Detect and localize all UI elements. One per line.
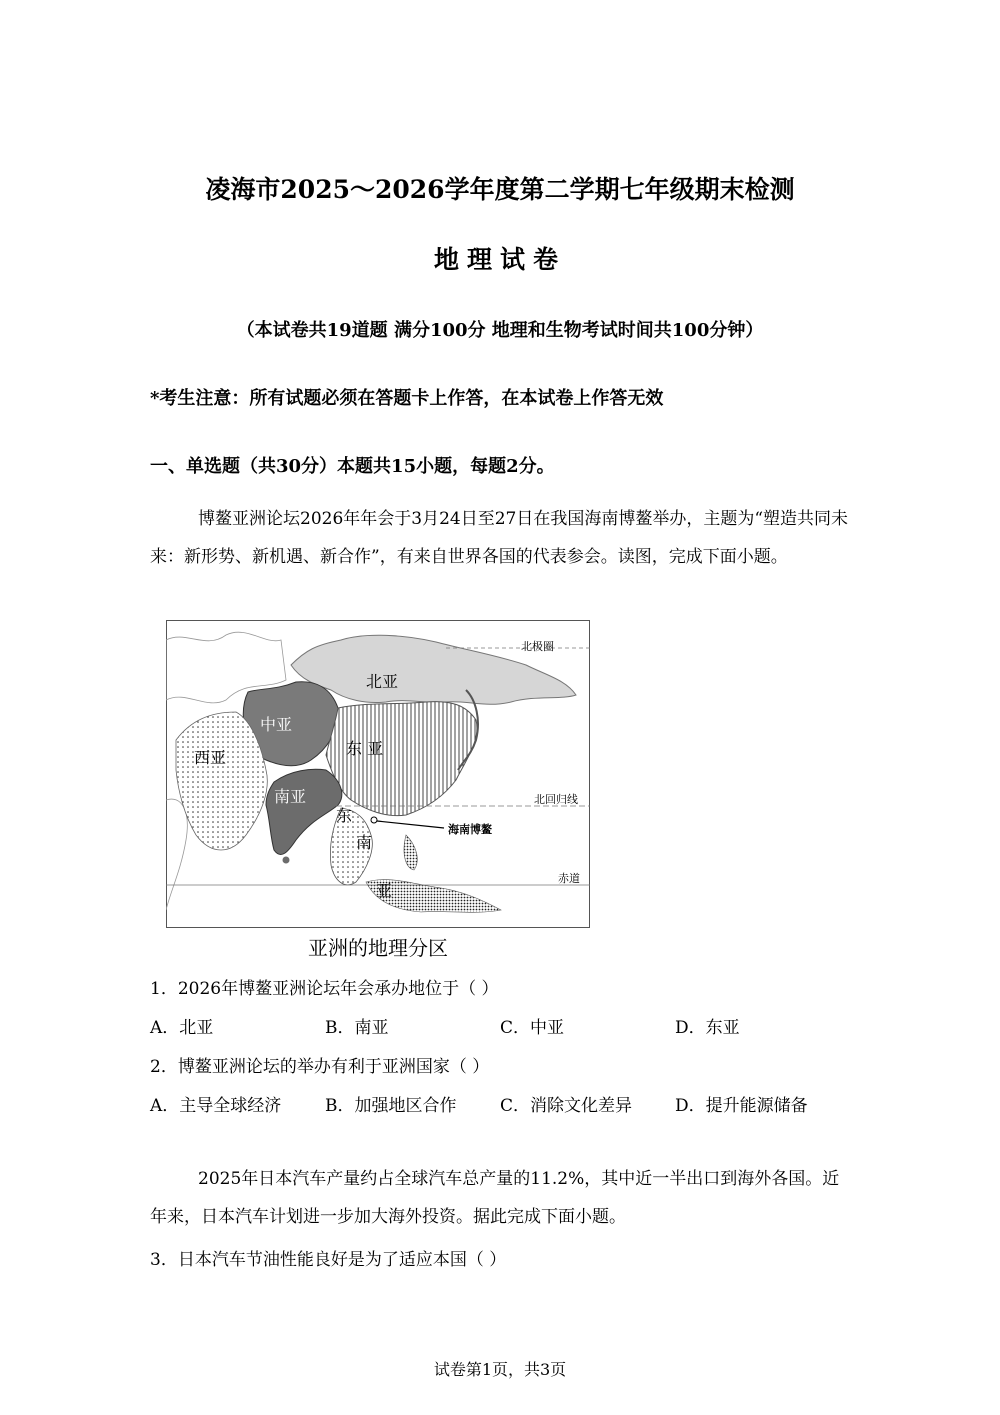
passage-1-text: 博鳌亚洲论坛2026年年会于3月24日至27日在我国海南博鳌举办，主题为“塑造共同未来：新形势、新机遇、新合作”，有来自世界各国的代表参会。读图，完成下面小题。 xyxy=(150,509,849,567)
question-2-stem: 2．博鳌亚洲论坛的举办有利于亚洲国家（ ） xyxy=(150,1057,490,1077)
label-equator: 赤道 xyxy=(558,872,580,885)
label-central-asia: 中亚 xyxy=(260,715,293,734)
asia-regions-map xyxy=(166,620,590,928)
q2-option-a[interactable]: A．主导全球经济 xyxy=(150,1096,282,1116)
notice-text: *考生注意：所有试题必须在答题卡上作答，在本试卷上作答无效 xyxy=(150,388,664,409)
boao-marker xyxy=(371,817,377,823)
label-boao: 海南博鳌 xyxy=(448,823,492,836)
label-tropic: 北回归线 xyxy=(534,793,578,806)
exam-subtitle: （本试卷共19道题 满分100分 地理和生物考试时间共100分钟） xyxy=(236,320,764,341)
question-3-stem: 3．日本汽车节油性能良好是为了适应本国（ ） xyxy=(150,1250,507,1270)
section-heading: 一、单选题（共30分）本题共15小题，每题2分。 xyxy=(150,456,555,477)
label-arctic-circle: 北极圈 xyxy=(521,640,554,653)
label-east-asia: 东 亚 xyxy=(346,739,384,758)
label-west-asia: 西亚 xyxy=(194,748,227,767)
q2-option-d[interactable]: D．提升能源储备 xyxy=(675,1096,808,1116)
passage-1 xyxy=(150,500,850,576)
q1-option-c[interactable]: C．中亚 xyxy=(500,1018,565,1038)
question-1-stem: 1．2026年博鳌亚洲论坛年会承办地位于（ ） xyxy=(150,979,499,999)
map-caption: 亚洲的地理分区 xyxy=(308,936,448,960)
label-north-asia: 北亚 xyxy=(366,672,399,691)
passage-2-text: 2025年日本汽车产量约占全球汽车总产量的11.2%，其中近一半出口到海外各国。近年来，日本汽车计划进一步加大海外投资。据此完成下面小题。 xyxy=(150,1169,840,1227)
q1-option-a[interactable]: A．北亚 xyxy=(150,1018,214,1038)
label-south-asia: 南亚 xyxy=(274,787,307,806)
passage-2 xyxy=(150,1160,850,1236)
label-se-nan: 南 xyxy=(356,833,373,852)
q1-option-b[interactable]: B．南亚 xyxy=(325,1018,389,1038)
exam-title: 凌海市2025～2026学年度第二学期七年级期末检测 xyxy=(205,175,795,204)
label-se-dong: 东 xyxy=(336,806,353,825)
label-se-ya: 亚 xyxy=(376,881,393,900)
q2-option-b[interactable]: B．加强地区合作 xyxy=(325,1096,457,1116)
q2-option-c[interactable]: C．消除文化差异 xyxy=(500,1096,633,1116)
exam-subject-title: 地理试卷 xyxy=(433,245,566,274)
q1-option-d[interactable]: D．东亚 xyxy=(675,1018,740,1038)
page-footer: 试卷第1页，共3页 xyxy=(433,1360,567,1379)
